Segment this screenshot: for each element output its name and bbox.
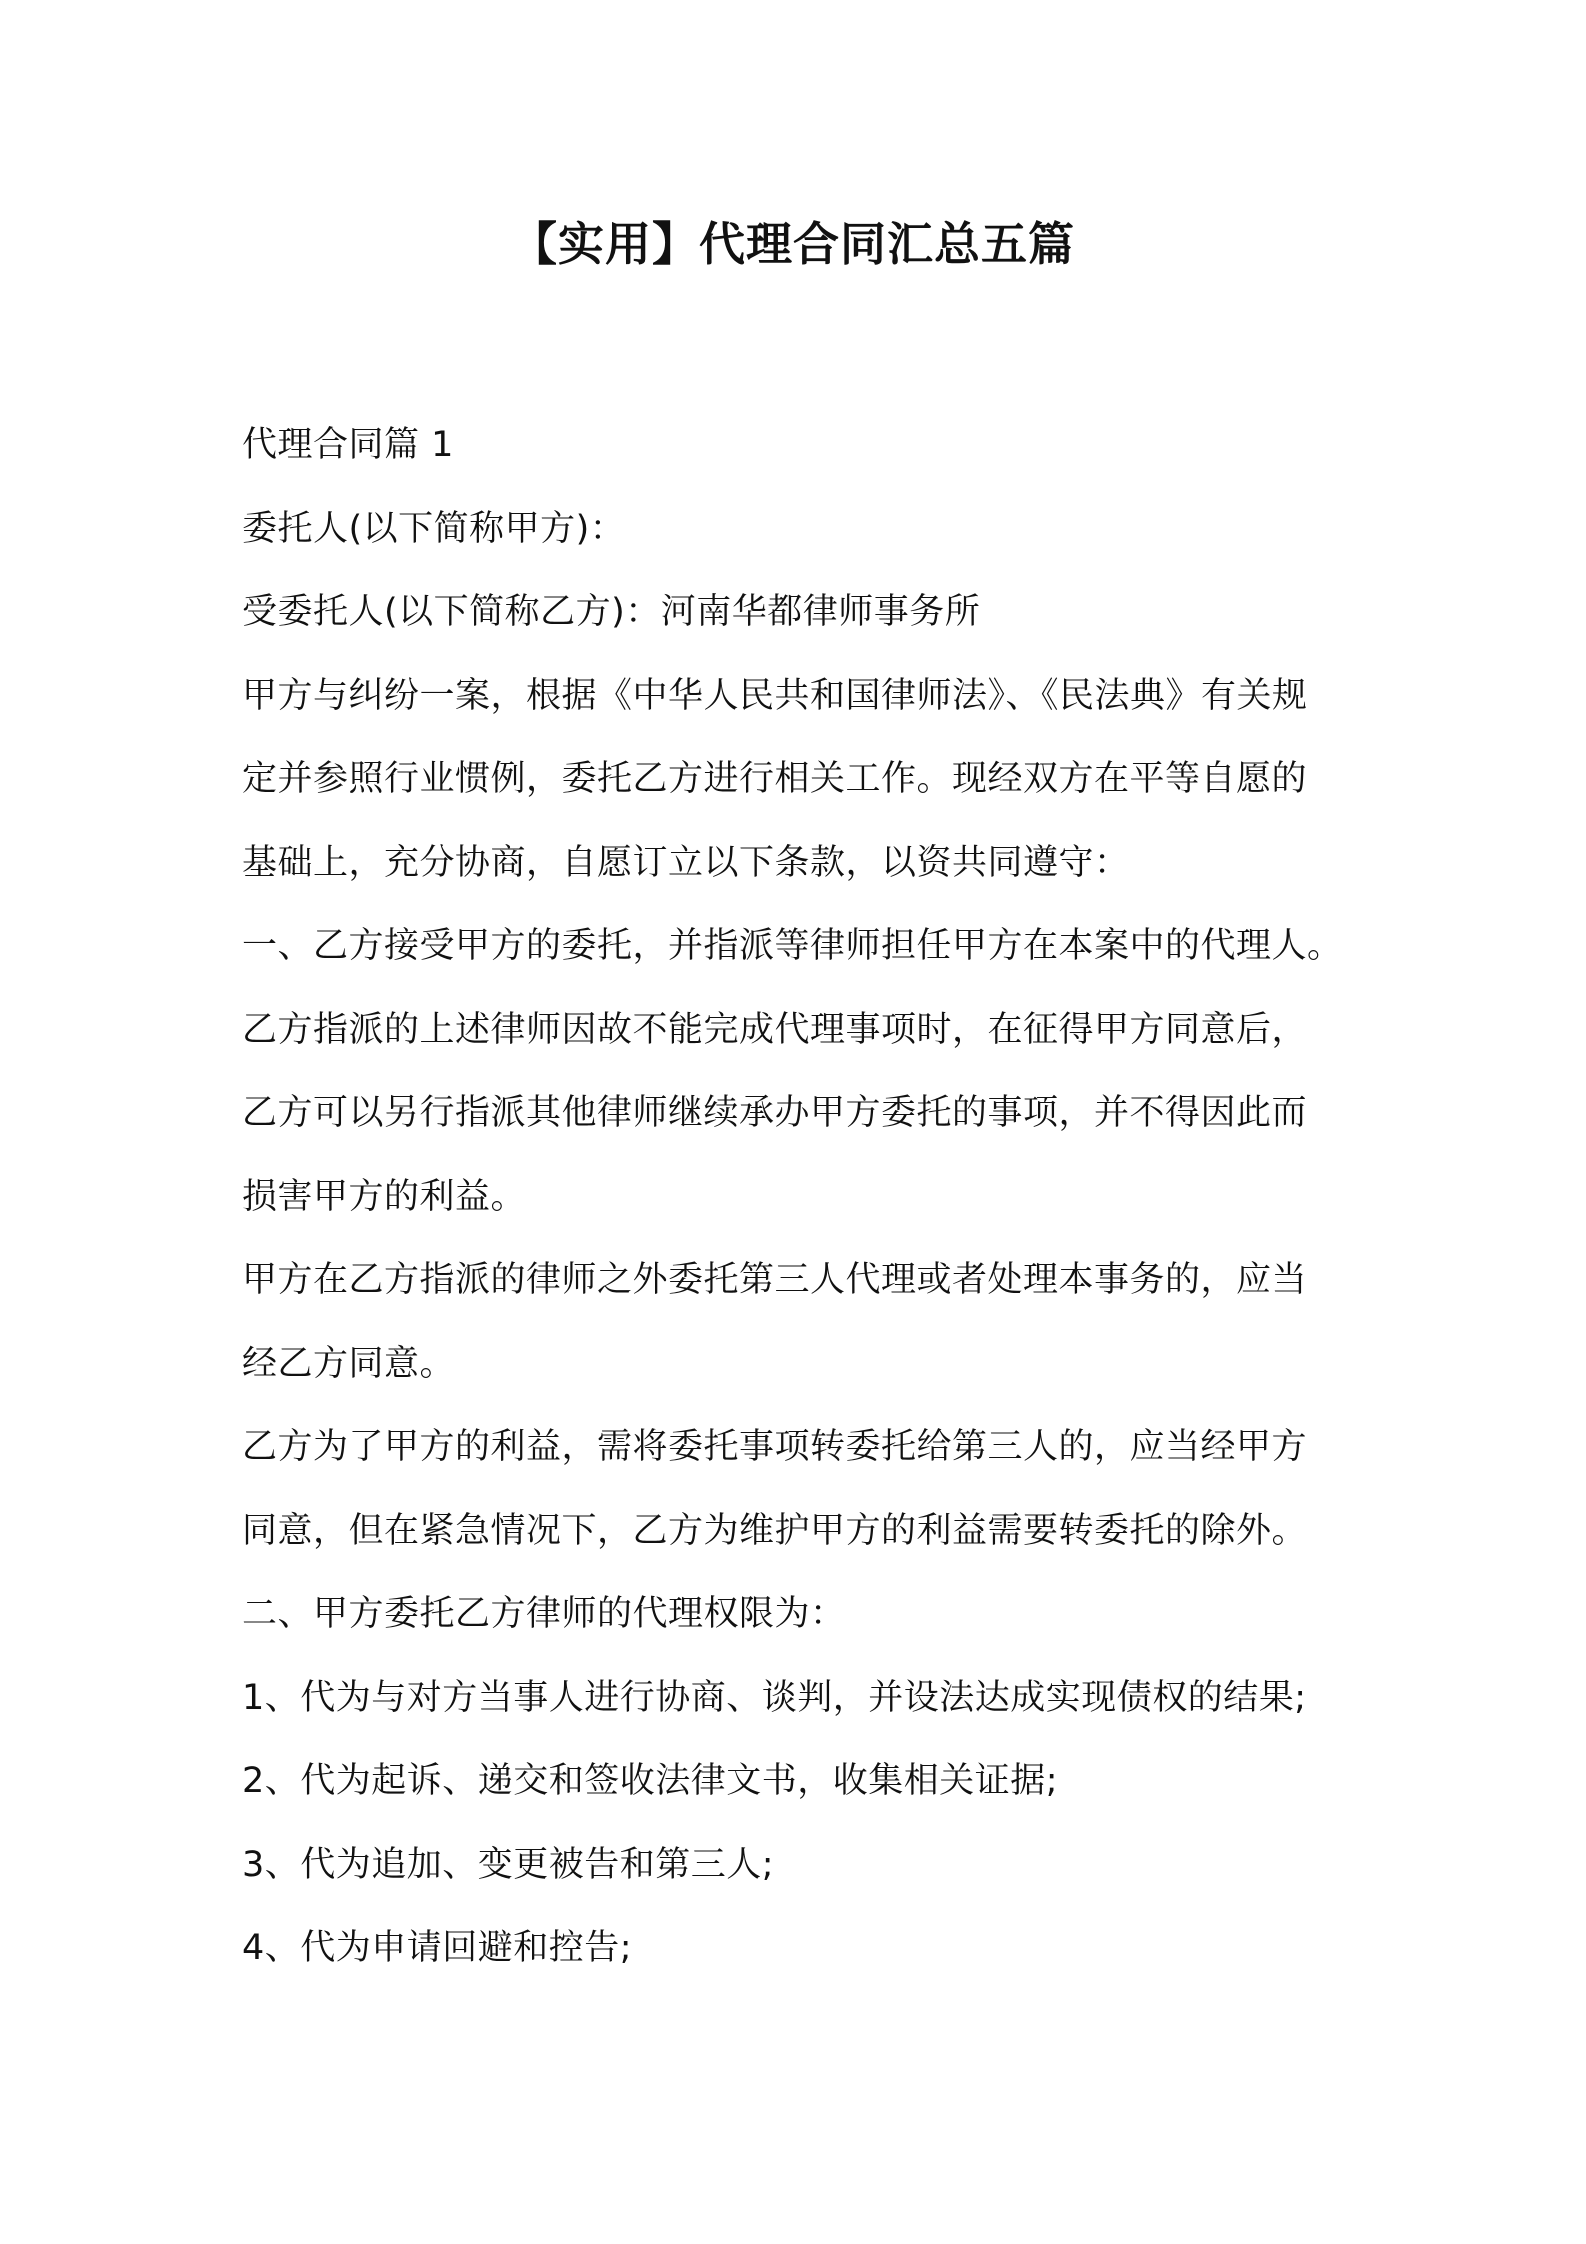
list-item: 3、代为追加、变更被告和第三人;	[242, 1844, 775, 1885]
section-heading: 代理合同篇 1	[242, 425, 454, 465]
paragraph-line: 同意，但在紧急情况下，乙方为维护甲方的利益需要转委托的除外。	[242, 1510, 1308, 1551]
list-item: 1、代为与对方当事人进行协商、谈判，并设法达成实现债权的结果;	[242, 1677, 1307, 1718]
list-item: 2、代为起诉、递交和签收法律文书，收集相关证据;	[242, 1761, 1059, 1801]
document-title: 【实用】代理合同汇总五篇	[511, 217, 1075, 271]
agent-line: 受委托人(以下简称乙方)：河南华都律师事务所	[242, 592, 981, 632]
clause-line: 一、乙方接受甲方的委托，并指派等律师担任甲方在本案中的代理人。	[242, 926, 1343, 966]
paragraph-line: 甲方在乙方指派的律师之外委托第三人代理或者处理本事务的，应当	[242, 1260, 1308, 1300]
paragraph-line: 乙方为了甲方的利益，需将委托事项转委托给第三人的，应当经甲方	[242, 1427, 1308, 1467]
document-body	[242, 404, 1362, 1991]
paragraph-line: 经乙方同意。	[242, 1343, 456, 1384]
list-item: 4、代为申请回避和控告;	[242, 1928, 633, 1968]
principal-line: 委托人(以下简称甲方)：	[242, 508, 626, 549]
paragraph-line: 损害甲方的利益。	[242, 1176, 527, 1217]
paragraph-line: 乙方指派的上述律师因故不能完成代理事项时，在征得甲方同意后，	[242, 1009, 1308, 1050]
paragraph-line: 乙方可以另行指派其他律师继续承办甲方委托的事项，并不得因此而	[242, 1093, 1308, 1133]
paragraph-line: 甲方与纠纷一案，根据《中华人民共和国律师法》、《民法典》有关规	[242, 675, 1308, 716]
paragraph-line: 基础上，充分协商，自愿订立以下条款，以资共同遵守：	[242, 842, 1130, 883]
paragraph-line: 定并参照行业惯例，委托乙方进行相关工作。现经双方在平等自愿的	[242, 759, 1308, 799]
clause-line: 二、甲方委托乙方律师的代理权限为：	[242, 1594, 846, 1634]
